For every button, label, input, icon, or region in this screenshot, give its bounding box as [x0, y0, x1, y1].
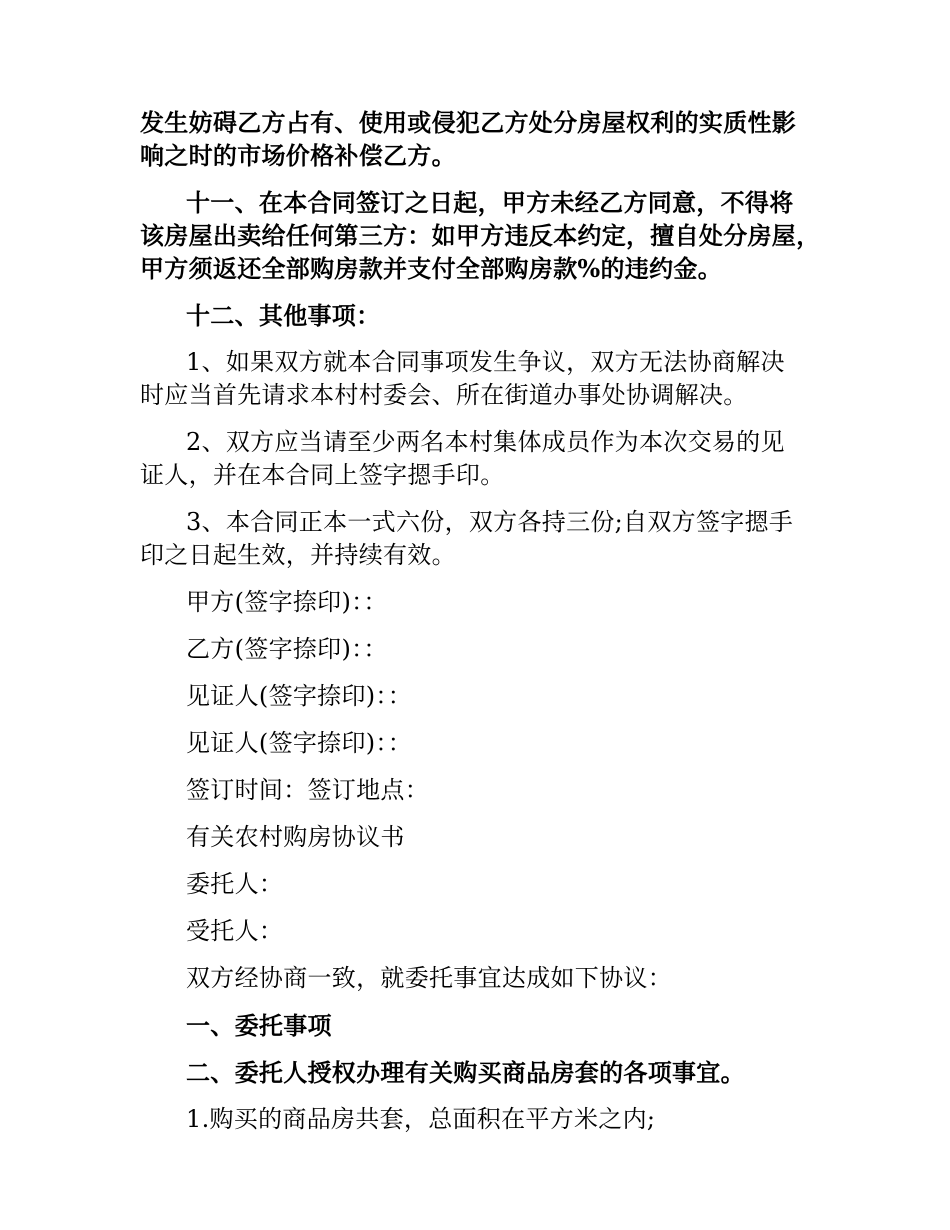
text-line: 发生妨碍乙方占有、使用或侵犯乙方处分房屋权利的实质性影	[140, 108, 797, 137]
text-line: 证人，并在本合同上签字摁手印。	[140, 461, 505, 489]
text-line: 印之日起生效，并持续有效。	[140, 541, 456, 569]
paragraph-item-3	[140, 506, 820, 572]
text-line: 十一、在本合同签订之日起，甲方未经乙方同意，不得将	[186, 188, 794, 217]
document-title: 有关农村购房协议书	[186, 823, 405, 851]
text-line: 该房屋出卖给任何第三方：如甲方违反本约定，擅自处分房屋，	[140, 221, 821, 250]
heading-section-two: 二、委托人授权办理有关购买商品房套的各项事宜。	[186, 1058, 745, 1087]
text-line: 十二、其他事项：	[186, 301, 381, 330]
paragraph-compensation-clause	[140, 106, 820, 172]
text-line: 响之时的市场价格补偿乙方。	[140, 141, 456, 170]
signature-witness-2: 见证人(签字捺印)：：	[186, 729, 413, 757]
principal-label: 委托人：	[186, 870, 284, 898]
text-line: 1、如果双方就本合同事项发生争议，双方无法协商解决	[186, 348, 785, 376]
heading-section-one: 一、委托事项	[186, 1011, 332, 1040]
signature-party-b: 乙方(签字捺印)：：	[186, 635, 388, 663]
signing-time-place: 签订时间：签订地点：	[186, 776, 429, 804]
text-line: 2、双方应当请至少两名本村集体成员作为本次交易的见	[186, 428, 785, 456]
text-line: 甲方须返还全部购房款并支付全部购房款%的违约金。	[140, 254, 723, 283]
heading-article-twelve	[140, 299, 820, 332]
agreement-intro: 双方经协商一致，就委托事宜达成如下协议：	[186, 964, 672, 992]
text-line: 3、本合同正本一式六份，双方各持三份;自双方签字摁手	[186, 508, 794, 536]
item-purchase-scope: 1.购买的商品房共套，总面积在平方米之内;	[186, 1105, 656, 1133]
signature-witness-1: 见证人(签字捺印)：：	[186, 682, 413, 710]
signature-party-a: 甲方(签字捺印)：：	[186, 588, 388, 616]
text-line: 时应当首先请求本村村委会、所在街道办事处协调解决。	[140, 381, 748, 409]
paragraph-article-eleven	[140, 186, 820, 285]
agent-label: 受托人：	[186, 917, 284, 945]
document-page	[140, 106, 820, 1136]
paragraph-item-2	[140, 426, 820, 492]
paragraph-item-1	[140, 346, 820, 412]
